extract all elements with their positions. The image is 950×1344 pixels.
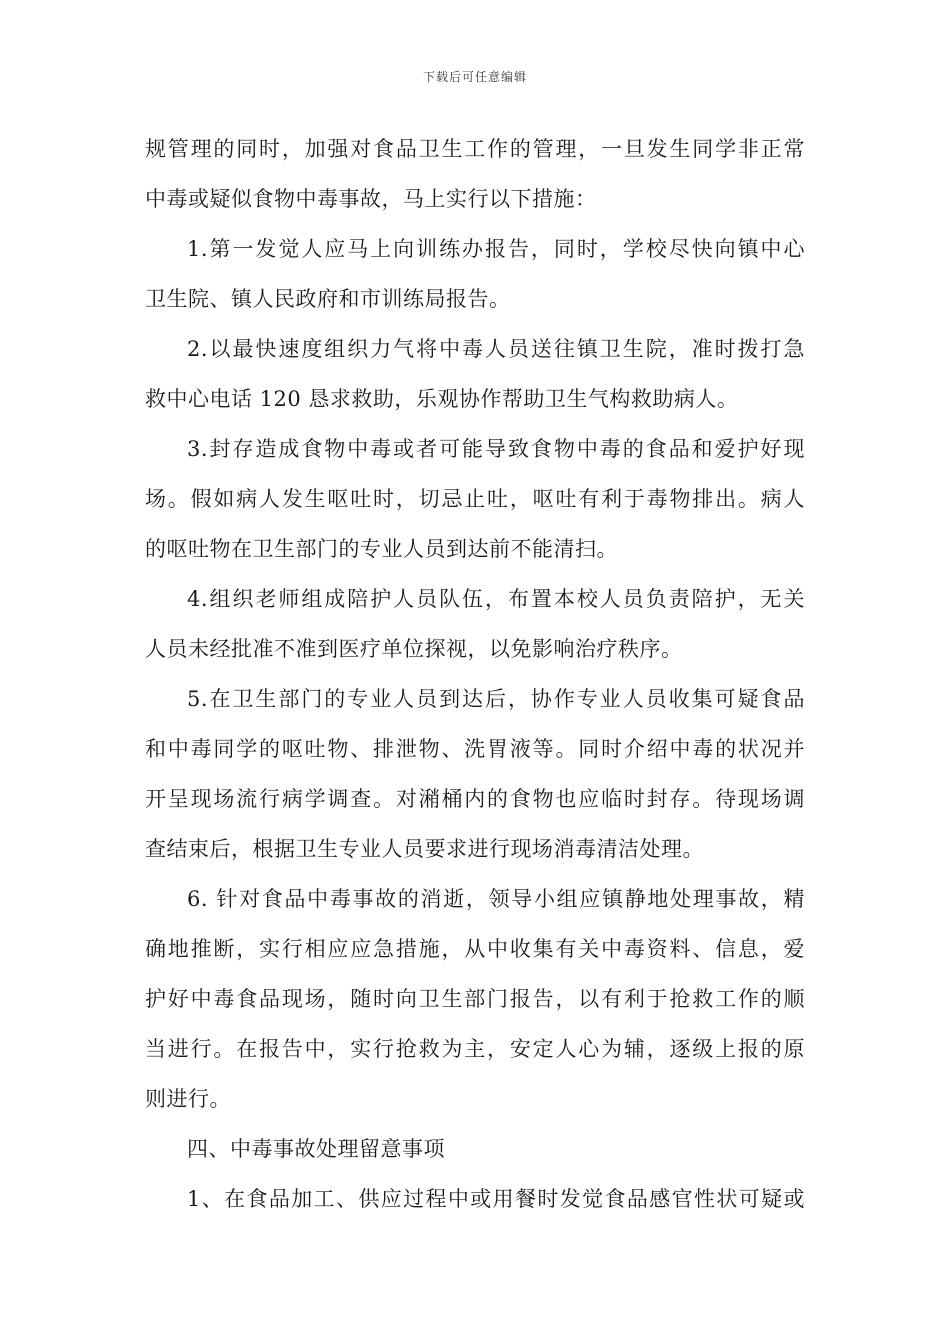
text-line: 卫生院、镇人民政府和市训练局报告。 bbox=[145, 287, 511, 311]
list-item-line: 1、在食品加工、供应过程中或用餐时发觉食品感官性状可疑或 bbox=[187, 1187, 805, 1211]
text-line: 规管理的同时，加强对食品卫生工作的管理，一旦发生同学非正常 bbox=[145, 137, 805, 161]
text-line: 则进行。 bbox=[145, 1087, 231, 1111]
text-line: 中毒或疑似食物中毒事故，马上实行以下措施： bbox=[145, 187, 597, 211]
text-line: 当进行。在报告中，实行抢救为主，安定人心为辅，逐级上报的原 bbox=[145, 1037, 805, 1061]
page-header-note: 下载后可任意编辑 bbox=[422, 70, 527, 84]
list-item-2-line: 2.以最快速度组织力气将中毒人员送往镇卫生院，准时拨打急 bbox=[187, 337, 805, 361]
section-heading: 四、中毒事故处理留意事项 bbox=[187, 1137, 445, 1161]
text-line: 查结束后，根据卫生专业人员要求进行现场消毒清洁处理。 bbox=[145, 837, 704, 861]
list-item-6-line: 6. 针对食品中毒事故的消逝，领导小组应镇静地处理事故，精 bbox=[187, 887, 805, 911]
document-body bbox=[145, 124, 805, 1224]
text-line: 开呈现场流行病学调查。对潲桶内的食物也应临时封存。待现场调 bbox=[145, 787, 805, 811]
text-line: 的呕吐物在卫生部门的专业人员到达前不能清扫。 bbox=[145, 537, 618, 561]
text-line: 和中毒同学的呕吐物、排泄物、洗胃液等。同时介绍中毒的状况并 bbox=[145, 737, 805, 761]
list-item-4-line: 4.组织老师组成陪护人员队伍，布置本校人员负责陪护，无关 bbox=[187, 587, 805, 611]
text-line: 护好中毒食品现场，随时向卫生部门报告，以有利于抢救工作的顺 bbox=[145, 987, 805, 1011]
list-item-5-line: 5.在卫生部门的专业人员到达后，协作专业人员收集可疑食品 bbox=[187, 687, 805, 711]
text-line: 确地推断，实行相应应急措施，从中收集有关中毒资料、信息，爱 bbox=[145, 937, 805, 961]
text-line: 场。假如病人发生呕吐时，切忌止吐，呕吐有利于毒物排出。病人 bbox=[145, 487, 805, 511]
list-item-3-line: 3.封存造成食物中毒或者可能导致食物中毒的食品和爱护好现 bbox=[187, 437, 805, 461]
text-line: 人员未经批准不准到医疗单位探视，以免影响治疗秩序。 bbox=[145, 637, 683, 661]
text-line: 救中心电话 120 恳求救助，乐观协作帮助卫生气构救助病人。 bbox=[145, 387, 739, 411]
list-item-1-line: 1.第一发觉人应马上向训练办报告，同时，学校尽快向镇中心 bbox=[187, 237, 805, 261]
